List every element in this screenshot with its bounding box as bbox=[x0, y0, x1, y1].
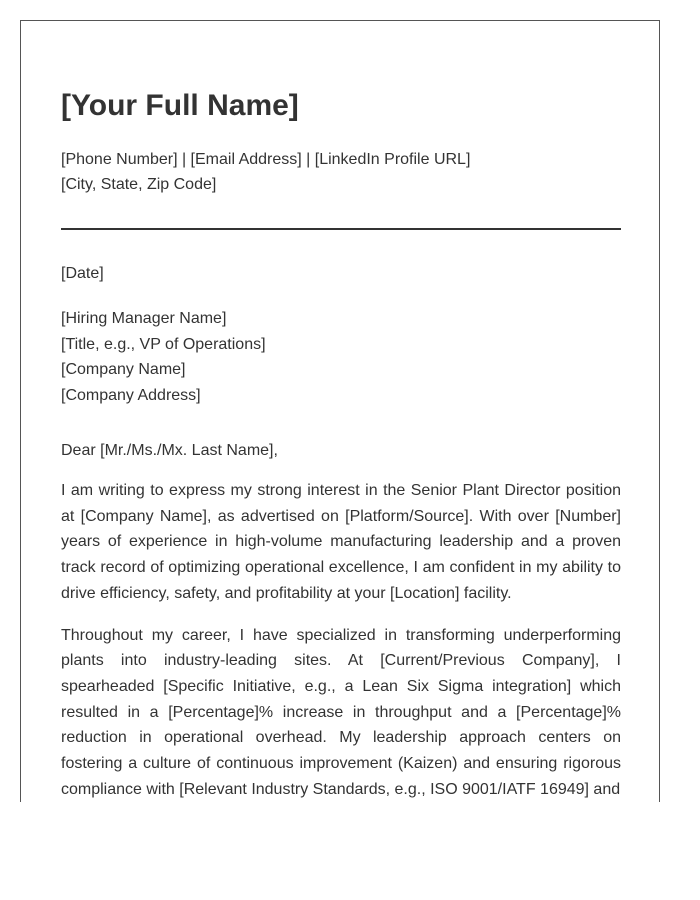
letter-date: [Date] bbox=[61, 265, 104, 282]
letter-content bbox=[61, 87, 621, 802]
salutation: Dear [Mr./Ms./Mx. Last Name], bbox=[61, 442, 278, 459]
location-line: [City, State, Zip Code] bbox=[61, 176, 217, 193]
recipient-address: [Company Address] bbox=[61, 386, 201, 404]
recipient-name: [Hiring Manager Name] bbox=[61, 310, 227, 327]
contact-block bbox=[61, 147, 621, 197]
recipient-block bbox=[61, 306, 621, 408]
contact-line: [Phone Number] | [Email Address] | [LinkedIn Profile URL] bbox=[61, 151, 471, 168]
header-divider bbox=[61, 228, 621, 230]
letter-page bbox=[20, 20, 660, 802]
applicant-name: [Your Full Name] bbox=[61, 89, 299, 122]
body-paragraph-1: I am writing to express my strong interest in the Senior Plant Director position at [Company Name], as advertised on [Platform/Source]. With over [Number] years of experience in high-volume manufacturing leadership and a proven track record of optimizing operational excellence, I am confident in my ability to drive efficiency, safety, and profitability at your [Location] facility. bbox=[61, 482, 621, 602]
recipient-title: [Title, e.g., VP of Operations] bbox=[61, 335, 266, 353]
recipient-company: [Company Name] bbox=[61, 361, 186, 378]
body-paragraph-2: Throughout my career, I have specialized in transforming underperforming plants into industry-leading sites. At [Current/Previous Company], I spearheaded [Specific Initiative, e.g., a Lean Six Sigma integration] which resulted in a [Percentage]% increase in throughput and a [Percentage]% reduction in operational overhead. My leadership approach centers on fostering a culture of continuous improvement (Kaizen) and ensuring rigorous compliance with [Relevant Industry Standards, e.g., ISO 9001/IATF 16949] and bbox=[61, 626, 621, 798]
